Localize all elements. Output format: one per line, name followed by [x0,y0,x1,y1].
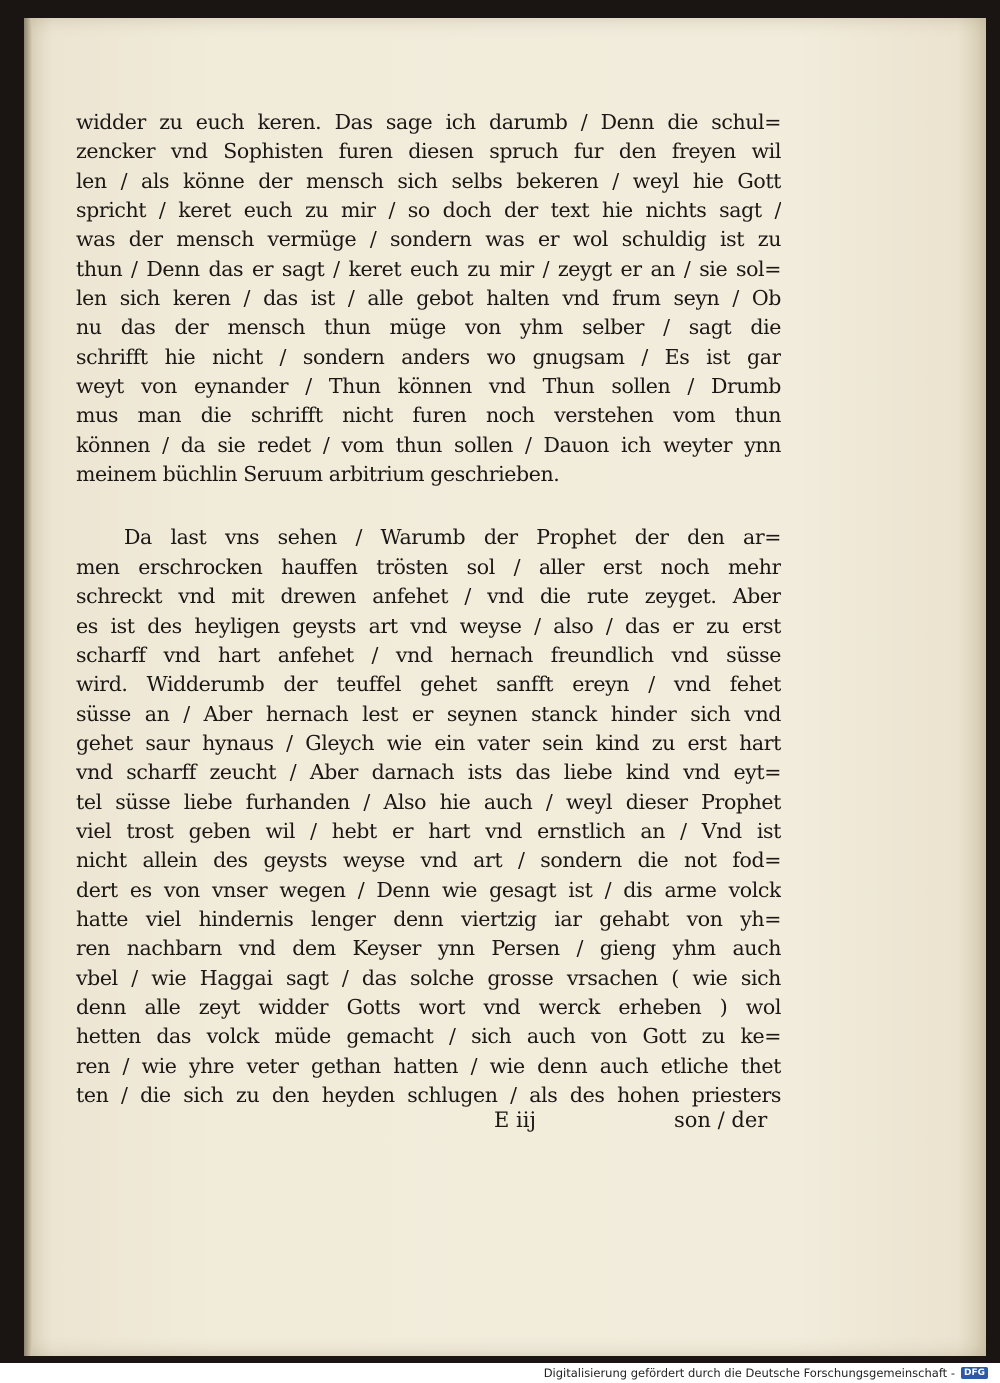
text-line: können / da sie redet / vom thun sollen / Dauon ich weyter ynn [76,432,781,457]
text-line: tel süsse liebe furhanden / Also hie auch / weyl dieser Prophet [76,789,781,814]
text-line: dert es von vnser wegen / Denn wie gesagt ist / dis arme volck [76,877,781,902]
text-line: wird. Widderumb der teuffel gehet sanfft ereyn / vnd fehet [76,672,781,697]
text-line: len / als könne der mensch sich selbs bekeren / weyl hie Gott [76,168,781,193]
text-line: weyt von eynander / Thun können vnd Thun sollen / Drumb [76,374,781,399]
text-line: viel trost geben wil / hebt er hart vnd ernstlich an / Vnd ist [76,818,781,843]
paragraph-gap [76,489,781,523]
text-line: gehet saur hynaus / Gleych wie ein vater sein kind zu erst hart [76,730,781,755]
text-line: nu das der mensch thun müge von yhm selber / sagt die [76,315,781,340]
text-line: denn alle zeyt widder Gotts wort vnd werck erheben ) wol [76,994,781,1019]
paragraph-1 [76,108,781,489]
text-line: ten / die sich zu den heyden schlugen / als des hohen priesters [76,1083,781,1107]
text-line: len sich keren / das ist / alle gebot halten vnd frum seyn / Ob [76,286,781,311]
text-line: ren / wie yhre veter gethan hatten / wie denn auch etliche thet [76,1053,781,1078]
text-line: ren nachbarn vnd dem Keyser ynn Persen / gieng yhm auch [76,936,781,961]
text-line: vnd scharff zeucht / Aber darnach ists das liebe kind vnd eyt= [76,760,781,785]
text-line: was der mensch vermüge / sondern was er wol schuldig ist zu [76,227,781,252]
text-line: men erschrocken hauffen trösten sol / aller erst noch mehr [76,554,781,579]
paragraph-2 [76,523,781,1110]
dfg-logo: DFG [961,1367,988,1379]
text-line: süsse an / Aber hernach lest er seynen stanck hinder sich vnd [76,701,781,726]
text-line: mus man die schrifft nicht furen noch verstehen vom thun [76,403,781,428]
catchword: son / der [674,1108,768,1132]
text-line: vbel / wie Haggai sagt / das solche grosse vrsachen ( wie sich [76,965,781,990]
body-text [76,108,781,1110]
text-line: schreckt vnd mit drewen anfehet / vnd die rute zeyget. Aber [76,584,781,609]
signature-mark: E iij [494,1108,536,1132]
text-line: nicht allein des geysts weyse vnd art / sondern die not fod= [76,848,781,873]
text-line: meinem büchlin Seruum arbitrium geschrieben. [76,462,560,487]
text-line: hetten das volck müde gemacht / sich auch von Gott zu ke= [76,1024,781,1049]
text-line: scharff vnd hart anfehet / vnd hernach freundlich vnd süsse [76,642,781,667]
text-line: es ist des heyligen geysts art vnd weyse / also / das er zu erst [76,613,781,638]
text-line: Da last vns sehen / Warumb der Prophet der den ar= [124,525,781,550]
text-line: widder zu euch keren. Das sage ich darumb / Denn die schul= [76,110,781,134]
funding-credit [544,1365,988,1381]
text-line: spricht / keret euch zu mir / so doch der text hie nichts sagt / [76,198,781,223]
text-line: schrifft hie nicht / sondern anders wo gnugsam / Es ist gar [76,344,781,369]
book-page [24,18,986,1356]
text-line: hatte viel hindernis lenger denn viertzig iar gehabt von yh= [76,906,781,931]
text-line: thun / Denn das er sagt / keret euch zu mir / zeygt er an / sie sol= [76,256,781,281]
text-line: zencker vnd Sophisten furen diesen spruch fur den freyen wil [76,139,781,164]
funding-credit-text: Digitalisierung gefördert durch die Deutsche Forschungsgemeinschaft - [543,1366,955,1380]
